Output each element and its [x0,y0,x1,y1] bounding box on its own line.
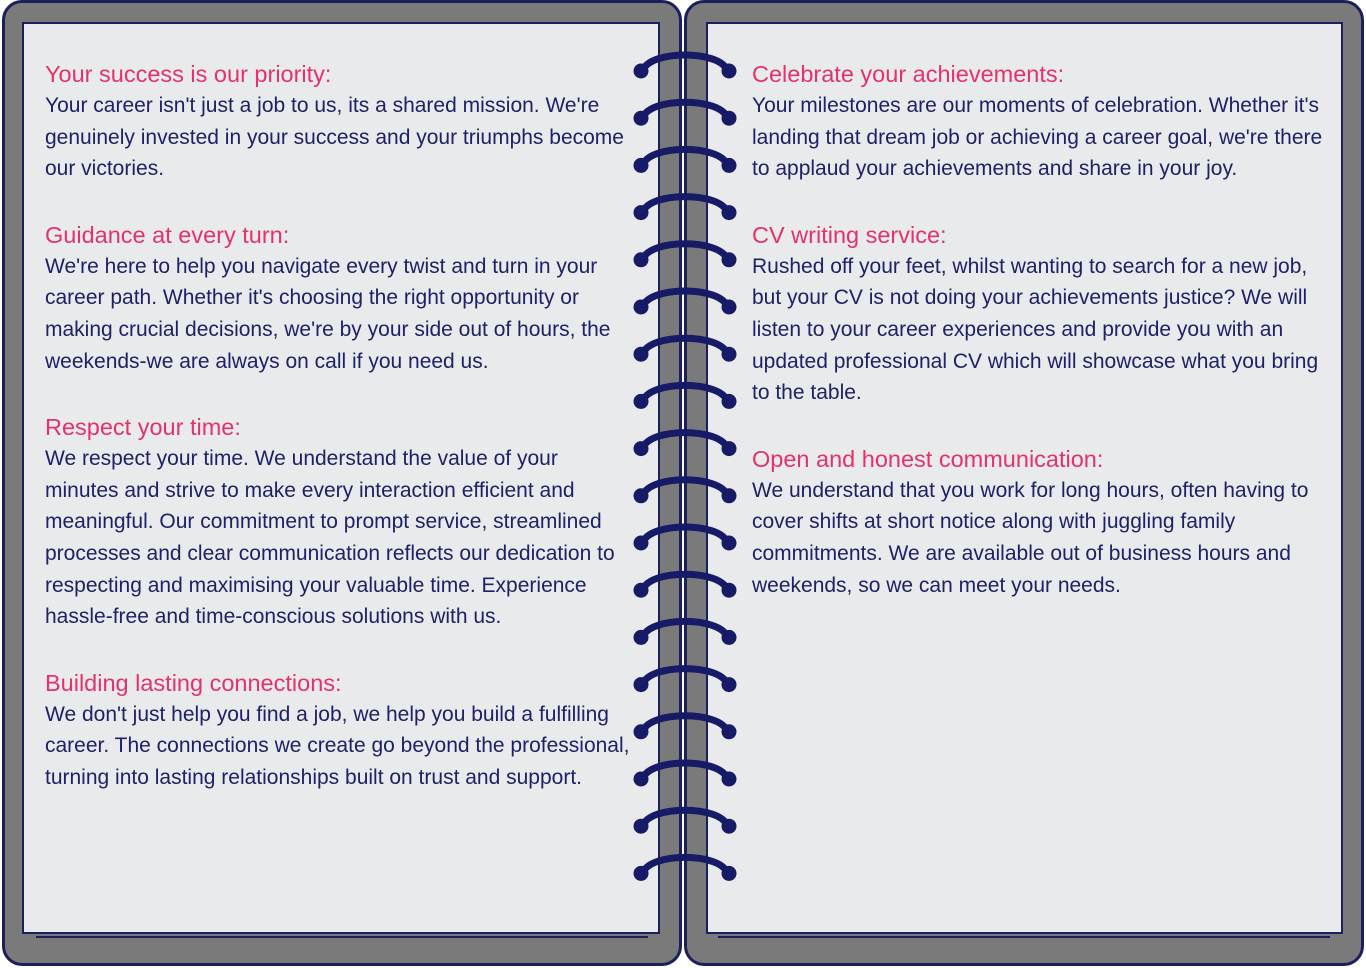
section-heading: Building lasting connections: [45,669,342,696]
spiral-ring [634,480,737,504]
spiral-ring [634,810,737,834]
spiral-ring [634,55,737,79]
spiral-binding-icon [625,40,745,910]
spiral-ring [634,857,737,881]
section-respect-time [45,411,635,633]
section-celebrate [752,58,1332,185]
section-body: Your career isn't just a job to us, its a shared mission. We're genuinely invested in your success and your triumphs become our victories. [45,94,624,181]
section-body: We understand that you work for long hours, often having to cover shifts at short notice along with juggling family commitments. We are available out of business hours and weekends, so we can meet your needs. [752,478,1309,597]
spiral-ring [634,763,737,787]
spiral-ring [634,527,737,551]
left-page-edge [36,936,648,938]
spiral-ring [634,716,737,740]
spiral-ring [634,197,737,221]
left-page-content [45,58,635,828]
spiral-ring [634,338,737,362]
section-lasting-connections [45,667,635,794]
spiral-ring [634,433,737,457]
spiral-ring [634,621,737,645]
section-heading: CV writing service: [752,221,947,248]
section-open-communication [752,443,1332,601]
spiral-ring [634,385,737,409]
section-guidance [45,219,635,377]
spiral-ring [634,102,737,126]
right-page-content [752,58,1332,635]
section-body: We don't just help you find a job, we help you build a fulfilling career. The connections we create go beyond the professional, turning into lasting relationships built on trust and support. [45,702,630,789]
spiral-ring [634,291,737,315]
spiral-ring [634,149,737,173]
spiral-ring [634,669,737,693]
section-success-priority [45,58,635,185]
spiral-ring [634,574,737,598]
section-heading: Guidance at every turn: [45,221,290,248]
section-heading: Open and honest communication: [752,445,1104,472]
section-heading: Your success is our priority: [45,61,332,87]
section-cv-writing [752,219,1332,409]
section-body: We're here to help you navigate every twist and turn in your career path. Whether it's choosing the right opportunity or making crucial decisions, we're by your side out of hours, the weekends-we are always on call if you need us. [45,254,611,373]
right-page-edge [718,936,1330,938]
spiral-ring [634,244,737,267]
section-heading: Celebrate your achievements: [752,61,1065,87]
section-body: We respect your time. We understand the value of your minutes and strive to make every interaction efficient and meaningful. Our commitment to prompt service, streamlined processes and clear communication reflects our dedication to respecting and maximising your valuable time. Experience hassle-free and time-conscious solutions with us. [45,447,615,629]
section-body: Rushed off your feet, whilst wanting to search for a new job, but your CV is not doing your achievements justice? We will listen to your career experiences and provide you with an updated professional CV which will showcase what you bring to the table. [752,254,1319,405]
section-body: Your milestones are our moments of celebration. Whether it's landing that dream job or achieving a career goal, we're there to applaud your achievements and share in your joy. [752,94,1323,181]
section-heading: Respect your time: [45,414,241,441]
